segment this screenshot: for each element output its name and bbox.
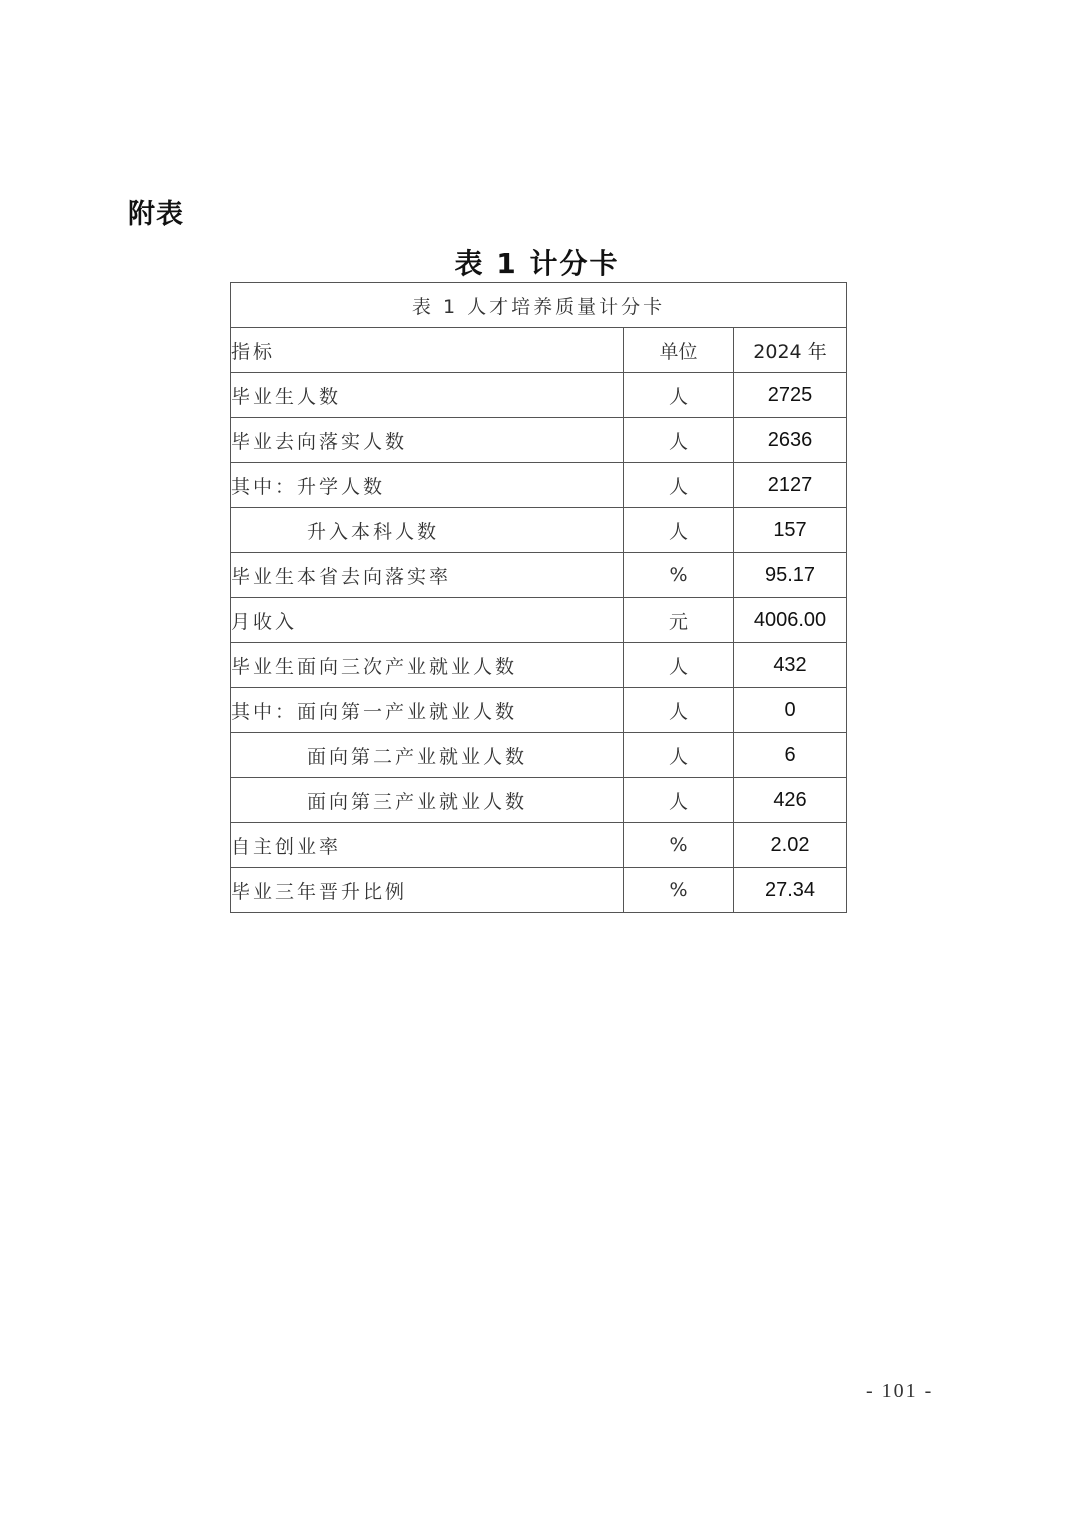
row-unit: 人 bbox=[624, 373, 734, 418]
table-row bbox=[231, 373, 847, 418]
row-unit: 人 bbox=[624, 778, 734, 823]
row-value: 426 bbox=[734, 778, 847, 823]
row-value: 27.34 bbox=[734, 868, 847, 913]
table-row bbox=[231, 553, 847, 598]
table-row bbox=[231, 823, 847, 868]
row-indicator: 毕业生面向三次产业就业人数 bbox=[231, 643, 624, 688]
document-title: 表 1 计分卡 bbox=[454, 247, 620, 280]
row-unit: 人 bbox=[624, 508, 734, 553]
table-caption: 表 1 人才培养质量计分卡 bbox=[231, 283, 847, 328]
row-value: 2636 bbox=[734, 418, 847, 463]
table-row bbox=[231, 598, 847, 643]
table-header-row bbox=[231, 328, 847, 373]
row-unit: 人 bbox=[624, 418, 734, 463]
row-unit: 人 bbox=[624, 643, 734, 688]
row-indicator: 毕业生本省去向落实率 bbox=[231, 553, 624, 598]
table-row bbox=[231, 643, 847, 688]
table-row bbox=[231, 463, 847, 508]
row-unit: 元 bbox=[624, 598, 734, 643]
page-number: - 101 - bbox=[866, 1380, 934, 1402]
table-row bbox=[231, 868, 847, 913]
row-value: 2725 bbox=[734, 373, 847, 418]
row-unit: 人 bbox=[624, 688, 734, 733]
row-indicator: 面向第三产业就业人数 bbox=[231, 778, 624, 823]
row-value: 2127 bbox=[734, 463, 847, 508]
row-indicator: 自主创业率 bbox=[231, 823, 624, 868]
row-indicator: 毕业生人数 bbox=[231, 373, 624, 418]
table-row bbox=[231, 508, 847, 553]
row-indicator: 升入本科人数 bbox=[231, 508, 624, 553]
section-heading: 附表 bbox=[128, 199, 184, 230]
row-value: 2.02 bbox=[734, 823, 847, 868]
row-value: 4006.00 bbox=[734, 598, 847, 643]
row-indicator: 其中：升学人数 bbox=[231, 463, 624, 508]
row-unit: 人 bbox=[624, 733, 734, 778]
score-card-body bbox=[231, 283, 847, 913]
row-indicator: 月收入 bbox=[231, 598, 624, 643]
row-indicator: 毕业去向落实人数 bbox=[231, 418, 624, 463]
row-value: 432 bbox=[734, 643, 847, 688]
table-row bbox=[231, 733, 847, 778]
header-indicator: 指标 bbox=[231, 328, 624, 373]
header-year: 2024 年 bbox=[734, 328, 847, 373]
row-unit: % bbox=[624, 823, 734, 868]
row-indicator: 毕业三年晋升比例 bbox=[231, 868, 624, 913]
table-caption-row bbox=[231, 283, 847, 328]
row-indicator: 其中：面向第一产业就业人数 bbox=[231, 688, 624, 733]
table-row bbox=[231, 688, 847, 733]
row-value: 95.17 bbox=[734, 553, 847, 598]
row-value: 0 bbox=[734, 688, 847, 733]
row-value: 6 bbox=[734, 733, 847, 778]
table-row bbox=[231, 418, 847, 463]
table-row bbox=[231, 778, 847, 823]
score-card-table bbox=[230, 282, 847, 913]
row-unit: % bbox=[624, 868, 734, 913]
row-value: 157 bbox=[734, 508, 847, 553]
row-unit: 人 bbox=[624, 463, 734, 508]
row-indicator: 面向第二产业就业人数 bbox=[231, 733, 624, 778]
header-unit: 单位 bbox=[624, 328, 734, 373]
row-unit: % bbox=[624, 553, 734, 598]
